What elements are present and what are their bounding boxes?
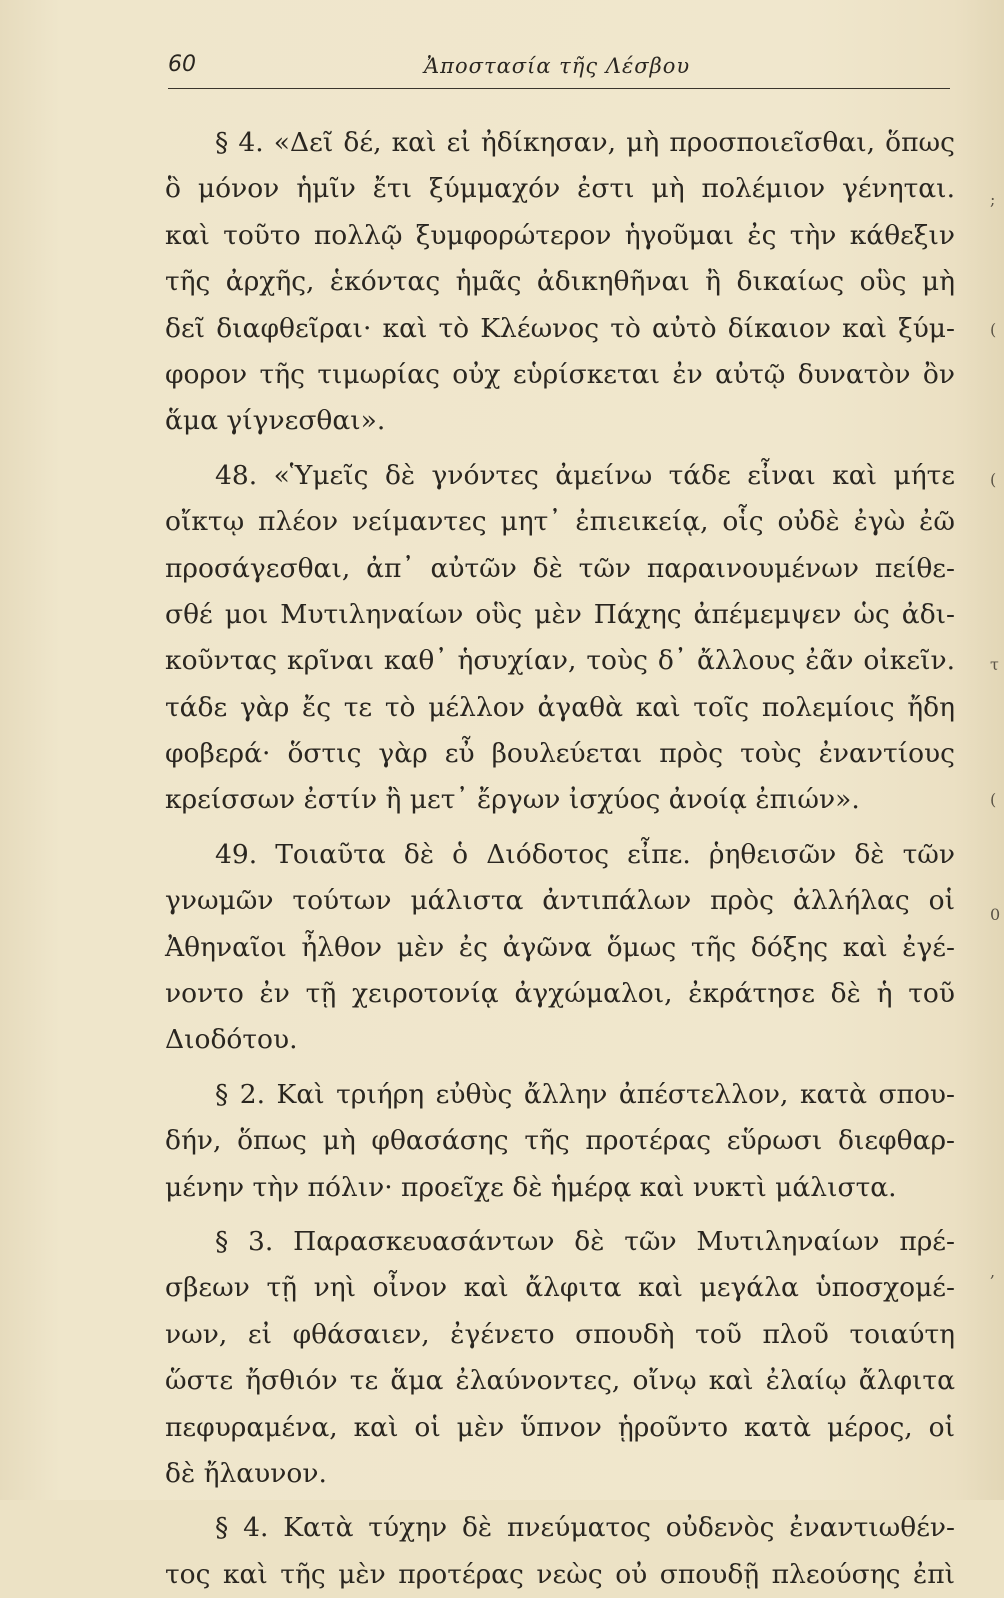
text-line: σβεων τῇ νηὶ οἶνον καὶ ἄλφιτα καὶ μεγάλα ὑποσχομέ- <box>165 1272 955 1304</box>
paragraph-gap <box>165 1064 955 1072</box>
bleed-through-mark: τ <box>990 655 999 674</box>
text-line: τάδε γὰρ ἔς τε τὸ μέλλον ἀγαθὰ καὶ τοῖς πολεμίοις ἤδη <box>165 691 955 723</box>
text-line: ὥστε ἤσθιόν τε ἅμα ἐλαύνοντες, οἴνῳ καὶ ἐλαίῳ ἄλφιτα <box>165 1365 955 1397</box>
text-line: νων, εἰ φθάσαιεν, ἐγένετο σπουδὴ τοῦ πλοῦ τοιαύτη <box>165 1318 955 1350</box>
text-line: § 3. Παρασκευασάντων δὲ τῶν Μυτιληναίων πρέ- <box>215 1225 955 1257</box>
bleed-through-mark: 0 <box>990 905 1001 924</box>
text-line: ὃ μόνον ἡμῖν ἔτι ξύμμαχόν ἐστι μὴ πολέμιον γένηται. <box>165 173 955 205</box>
text-line: δὲ ἤλαυνον. <box>165 1457 327 1489</box>
text-line: 49. Τοιαῦτα δὲ ὁ Διόδοτος εἶπε. ῥηθεισῶν δὲ τῶν <box>215 838 955 870</box>
bleed-through-mark: ( <box>990 470 997 489</box>
text-line: προσάγεσθαι, ἀπ᾽ αὐτῶν δὲ τῶν παραινουμένων πείθε- <box>165 552 955 584</box>
text-line: πεφυραμένα, καὶ οἱ μὲν ὕπνον ᾑροῦντο κατὰ μέρος, οἱ <box>165 1411 955 1443</box>
text-line: μένην τὴν πόλιν· προεῖχε δὲ ἡμέρᾳ καὶ νυκτὶ μάλιστα. <box>165 1171 897 1203</box>
text-line: κρείσσων ἐστίν ἢ μετ᾽ ἔργων ἰσχύος ἀνοίᾳ ἐπιών». <box>165 784 860 816</box>
page-header <box>168 52 950 89</box>
text-line: Ἀθηναῖοι ἦλθον μὲν ἐς ἀγῶνα ὅμως τῆς δόξης καὶ ἐγέ- <box>165 931 955 963</box>
page-number: 60 <box>168 52 196 77</box>
paragraph-gap <box>165 445 955 453</box>
text-line: οἴκτῳ πλέον νείμαντες μητ᾽ ἐπιεικείᾳ, οἷς οὐδὲ ἐγὼ ἐῶ <box>165 506 955 538</box>
paragraph-gap <box>165 824 955 832</box>
bleed-through-mark: ( <box>990 790 997 809</box>
text-line: νοντο ἐν τῇ χειροτονίᾳ ἀγχώμαλοι, ἐκράτησε δὲ ἡ τοῦ <box>165 978 955 1010</box>
text-line: γνωμῶν τούτων μάλιστα ἀντιπάλων πρὸς ἀλλήλας οἱ <box>165 885 955 917</box>
bleed-through-mark: ; <box>990 190 996 209</box>
text-line: καὶ τοῦτο πολλῷ ξυμφορώτερον ἡγοῦμαι ἐς τὴν κάθεξιν <box>165 219 955 251</box>
text-line: § 4. «Δεῖ δέ, καὶ εἰ ἠδίκησαν, μὴ προσποιεῖσθαι, ὅπως <box>215 127 955 158</box>
bleed-through-mark: , <box>990 1262 996 1281</box>
bleed-through-mark: ( <box>990 320 997 339</box>
text-line: § 4. Κατὰ τύχην δὲ πνεύματος οὐδενὸς ἐναντιωθέν- <box>215 1512 955 1544</box>
text-line: τος καὶ τῆς μὲν προτέρας νεὼς οὐ σπουδῇ πλεούσης ἐπὶ <box>165 1558 955 1590</box>
text-line: φορον τῆς τιμωρίας οὐχ εὑρίσκεται ἐν αὐτῷ δυνατὸν ὂν <box>165 358 955 390</box>
text-line: σθέ μοι Μυτιληναίων οὓς μὲν Πάχης ἀπέμεμψεν ὡς ἀδι- <box>165 598 955 630</box>
paragraph-gap <box>165 1497 955 1505</box>
text-line: 48. «Ὑμεῖς δὲ γνόντες ἀμείνω τάδε εἶναι καὶ μήτε <box>215 459 955 491</box>
text-line: § 2. Καὶ τριήρη εὐθὺς ἄλλην ἀπέστελλον, κατὰ σπου- <box>215 1078 955 1110</box>
text-line: φοβερά· ὅστις γὰρ εὖ βουλεύεται πρὸς τοὺς ἐναντίους <box>165 738 955 770</box>
text-line: τῆς ἀρχῆς, ἑκόντας ἡμᾶς ἀδικηθῆναι ἢ δικαίως οὓς μὴ <box>165 266 955 298</box>
text-line: ἅμα γίγνεσθαι». <box>165 405 386 437</box>
text-line: κοῦντας κρῖναι καθ᾽ ἡσυχίαν, τοὺς δ᾽ ἄλλους ἐᾶν οἰκεῖν. <box>165 645 955 677</box>
text-line: Διοδότου. <box>165 1024 298 1056</box>
running-head: Ἀποστασία τῆς Λέσβου <box>424 54 691 78</box>
text-line: δεῖ διαφθεῖραι· καὶ τὸ Κλέωνος τὸ αὐτὸ δίκαιον καὶ ξύμ- <box>165 312 955 344</box>
body-text <box>165 120 955 1598</box>
text-line: δήν, ὅπως μὴ φθασάσης τῆς προτέρας εὕρωσι διεφθαρ- <box>165 1125 955 1157</box>
paragraph-gap <box>165 1211 955 1219</box>
